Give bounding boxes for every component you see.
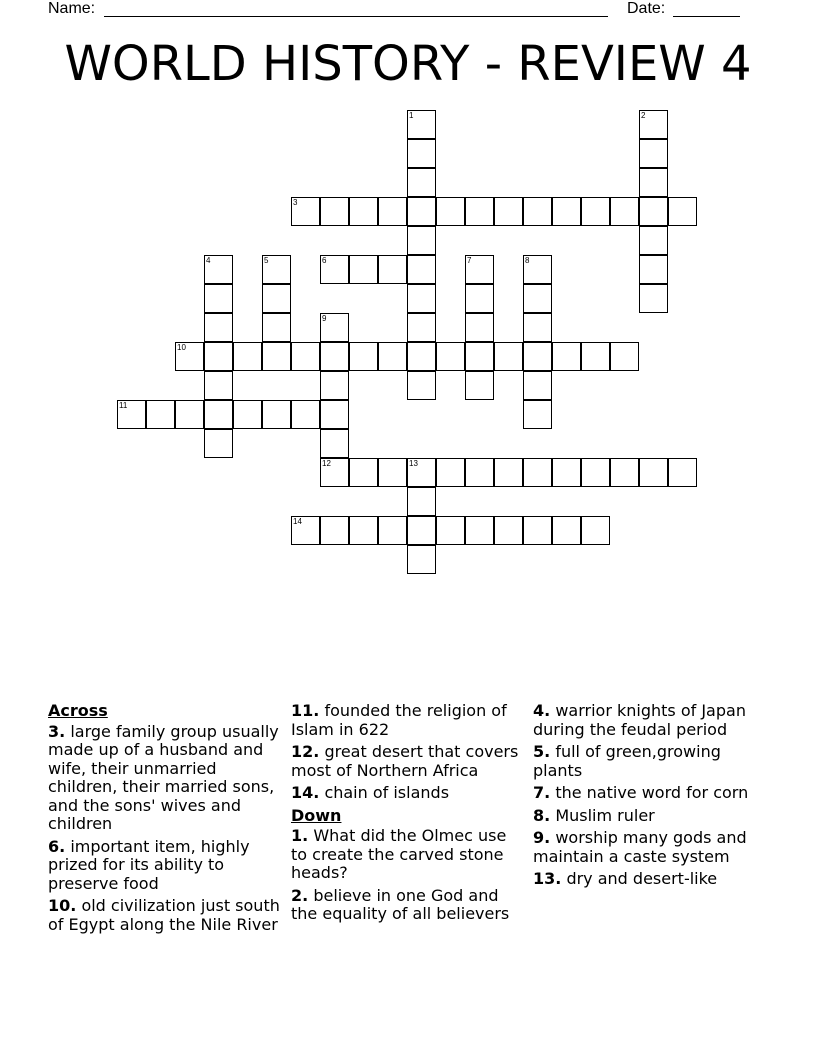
grid-cell[interactable] bbox=[523, 371, 552, 400]
grid-cell[interactable] bbox=[639, 197, 668, 226]
grid-cell[interactable] bbox=[465, 313, 494, 342]
grid-cell[interactable] bbox=[117, 400, 146, 429]
grid-cell[interactable] bbox=[262, 255, 291, 284]
grid-cell[interactable] bbox=[262, 400, 291, 429]
grid-cell[interactable] bbox=[436, 516, 465, 545]
clue-text: worship many gods and maintain a caste system bbox=[533, 828, 747, 866]
clue-number: 14. bbox=[291, 783, 320, 802]
grid-cell[interactable] bbox=[581, 458, 610, 487]
down-clue bbox=[291, 887, 527, 924]
grid-cell[interactable] bbox=[262, 342, 291, 371]
grid-cell[interactable] bbox=[610, 342, 639, 371]
section-heading: Down bbox=[291, 805, 342, 825]
clue-number: 13 bbox=[409, 459, 418, 468]
grid-cell[interactable] bbox=[204, 400, 233, 429]
grid-cell[interactable] bbox=[552, 197, 581, 226]
grid-cell[interactable] bbox=[175, 342, 204, 371]
clue-number: 11 bbox=[119, 401, 128, 410]
grid-cell[interactable] bbox=[407, 516, 436, 545]
grid-cell[interactable] bbox=[523, 255, 552, 284]
grid-cell[interactable] bbox=[523, 197, 552, 226]
clue-number: 1. bbox=[291, 826, 309, 845]
grid-cell[interactable] bbox=[407, 284, 436, 313]
clue-column-1 bbox=[48, 702, 284, 938]
down-clue bbox=[533, 743, 769, 780]
grid-cell[interactable] bbox=[436, 197, 465, 226]
grid-cell[interactable] bbox=[523, 284, 552, 313]
grid-cell[interactable] bbox=[320, 429, 349, 458]
down-clue bbox=[533, 702, 769, 739]
grid-cell[interactable] bbox=[378, 342, 407, 371]
grid-cell[interactable] bbox=[639, 110, 668, 139]
clue-number: 10. bbox=[48, 896, 77, 915]
clue-number: 8. bbox=[533, 805, 551, 825]
grid-cell[interactable] bbox=[291, 516, 320, 545]
grid-cell[interactable] bbox=[639, 255, 668, 284]
across-clue bbox=[291, 784, 527, 803]
grid-cell[interactable] bbox=[320, 516, 349, 545]
grid-cell[interactable] bbox=[233, 342, 262, 371]
grid-cell[interactable] bbox=[320, 400, 349, 429]
across-clue bbox=[48, 897, 284, 934]
grid-cell[interactable] bbox=[204, 255, 233, 284]
grid-cell[interactable] bbox=[465, 371, 494, 400]
grid-cell[interactable] bbox=[523, 458, 552, 487]
grid-cell[interactable] bbox=[494, 516, 523, 545]
grid-cell[interactable] bbox=[552, 342, 581, 371]
clue-column-3 bbox=[533, 702, 769, 893]
clue-text: Muslim ruler bbox=[555, 805, 655, 825]
grid-cell[interactable] bbox=[204, 284, 233, 313]
grid-cell[interactable] bbox=[436, 458, 465, 487]
clue-text: dry and desert-like bbox=[566, 869, 718, 888]
grid-cell[interactable] bbox=[581, 516, 610, 545]
grid-cell[interactable] bbox=[465, 342, 494, 371]
grid-cell[interactable] bbox=[175, 400, 204, 429]
clue-number: 12. bbox=[291, 742, 320, 761]
grid-cell[interactable] bbox=[523, 516, 552, 545]
grid-cell[interactable] bbox=[320, 371, 349, 400]
clue-number: 4 bbox=[206, 256, 211, 265]
clue-number: 3 bbox=[293, 198, 298, 207]
clue-number: 7. bbox=[533, 783, 551, 802]
grid-cell[interactable] bbox=[465, 284, 494, 313]
grid-cell[interactable] bbox=[407, 545, 436, 574]
grid-cell[interactable] bbox=[407, 371, 436, 400]
grid-cell[interactable] bbox=[581, 342, 610, 371]
grid-cell[interactable] bbox=[407, 342, 436, 371]
grid-cell[interactable] bbox=[552, 516, 581, 545]
grid-cell[interactable] bbox=[320, 342, 349, 371]
grid-cell[interactable] bbox=[378, 197, 407, 226]
down-clue bbox=[533, 870, 769, 889]
clue-text: important item, highly prized for its ability to preserve food bbox=[48, 836, 250, 893]
grid-cell[interactable] bbox=[146, 400, 175, 429]
clue-number: 5. bbox=[533, 742, 551, 761]
clue-number: 11. bbox=[291, 701, 320, 720]
grid-cell[interactable] bbox=[349, 342, 378, 371]
clue-number: 4. bbox=[533, 701, 551, 720]
clue-text: full of green,growing plants bbox=[533, 742, 721, 780]
grid-cell[interactable] bbox=[291, 197, 320, 226]
grid-cell[interactable] bbox=[349, 458, 378, 487]
clue-text: old civilization just south of Egypt along the Nile River bbox=[48, 896, 280, 934]
clue-number: 2. bbox=[291, 885, 309, 905]
grid-cell[interactable] bbox=[668, 458, 697, 487]
clue-number: 9. bbox=[533, 828, 551, 847]
grid-cell[interactable] bbox=[349, 516, 378, 545]
clue-column-2 bbox=[291, 702, 527, 928]
clue-text: believe in one God and the equality of all believers bbox=[291, 885, 510, 923]
grid-cell[interactable] bbox=[465, 458, 494, 487]
down-clue bbox=[291, 827, 527, 883]
grid-cell[interactable] bbox=[320, 313, 349, 342]
grid-cell[interactable] bbox=[639, 458, 668, 487]
down-clue bbox=[533, 829, 769, 866]
clue-number: 10 bbox=[177, 343, 186, 352]
grid-cell[interactable] bbox=[523, 342, 552, 371]
grid-cell[interactable] bbox=[262, 284, 291, 313]
across-clue bbox=[291, 702, 527, 739]
date-label: Date: bbox=[627, 0, 666, 17]
grid-cell[interactable] bbox=[407, 487, 436, 516]
grid-cell[interactable] bbox=[291, 400, 320, 429]
grid-cell[interactable] bbox=[204, 342, 233, 371]
grid-cell[interactable] bbox=[378, 458, 407, 487]
clue-text: the native word for corn bbox=[555, 783, 749, 802]
grid-cell[interactable] bbox=[204, 313, 233, 342]
grid-cell[interactable] bbox=[465, 516, 494, 545]
grid-cell[interactable] bbox=[523, 313, 552, 342]
clue-text: What did the Olmec use to create the carved stone heads? bbox=[291, 826, 507, 882]
grid-cell[interactable] bbox=[407, 110, 436, 139]
clue-text: warrior knights of Japan during the feudal period bbox=[533, 701, 746, 739]
clue-number: 3. bbox=[48, 721, 66, 741]
across-clue bbox=[48, 838, 284, 894]
grid-cell[interactable] bbox=[320, 458, 349, 487]
name-label: Name: bbox=[48, 0, 96, 17]
grid-cell[interactable] bbox=[610, 458, 639, 487]
grid-cell[interactable] bbox=[320, 255, 349, 284]
grid-cell[interactable] bbox=[233, 400, 262, 429]
grid-cell[interactable] bbox=[378, 516, 407, 545]
down-clue bbox=[533, 807, 769, 826]
clue-number: 5 bbox=[264, 256, 269, 265]
grid-cell[interactable] bbox=[407, 313, 436, 342]
grid-cell[interactable] bbox=[465, 197, 494, 226]
grid-cell[interactable] bbox=[407, 197, 436, 226]
clue-text: chain of islands bbox=[324, 783, 450, 802]
clue-text: great desert that covers most of Northern Africa bbox=[291, 742, 519, 780]
grid-cell[interactable] bbox=[639, 139, 668, 168]
clue-text: founded the religion of Islam in 622 bbox=[291, 701, 507, 739]
grid-cell[interactable] bbox=[523, 400, 552, 429]
section-heading: Across bbox=[48, 701, 108, 720]
grid-cell[interactable] bbox=[291, 342, 320, 371]
clue-number: 8 bbox=[525, 256, 530, 265]
grid-cell[interactable] bbox=[581, 197, 610, 226]
clue-number: 9 bbox=[322, 314, 327, 323]
grid-cell[interactable] bbox=[494, 458, 523, 487]
grid-cell[interactable] bbox=[349, 197, 378, 226]
clue-number: 12 bbox=[322, 459, 331, 468]
down-clue bbox=[533, 784, 769, 803]
grid-cell[interactable] bbox=[668, 197, 697, 226]
grid-cell[interactable] bbox=[204, 371, 233, 400]
grid-cell[interactable] bbox=[349, 255, 378, 284]
grid-cell[interactable] bbox=[552, 458, 581, 487]
across-clue bbox=[291, 743, 527, 780]
clue-number: 6. bbox=[48, 836, 66, 856]
clue-number: 6 bbox=[322, 256, 327, 265]
clue-number: 14 bbox=[293, 517, 302, 526]
grid-cell[interactable] bbox=[639, 168, 668, 197]
grid-cell[interactable] bbox=[378, 255, 407, 284]
page-title: WORLD HISTORY - REVIEW 4 bbox=[64, 36, 752, 92]
grid-cell[interactable] bbox=[494, 342, 523, 371]
grid-cell[interactable] bbox=[407, 255, 436, 284]
grid-cell[interactable] bbox=[320, 197, 349, 226]
grid-cell[interactable] bbox=[407, 226, 436, 255]
clue-number: 13. bbox=[533, 869, 562, 888]
grid-cell[interactable] bbox=[639, 226, 668, 255]
clue-number: 2 bbox=[641, 111, 646, 120]
grid-cell[interactable] bbox=[204, 429, 233, 458]
grid-cell[interactable] bbox=[465, 255, 494, 284]
grid-cell[interactable] bbox=[494, 197, 523, 226]
grid-cell[interactable] bbox=[407, 139, 436, 168]
clue-number: 1 bbox=[409, 111, 414, 120]
grid-cell[interactable] bbox=[639, 284, 668, 313]
grid-cell[interactable] bbox=[407, 458, 436, 487]
clue-number: 7 bbox=[467, 256, 472, 265]
grid-cell[interactable] bbox=[436, 342, 465, 371]
grid-cell[interactable] bbox=[407, 168, 436, 197]
clue-text: large family group usually made up of a husband and wife, their unmarried children, their married sons, and the sons' wives and children bbox=[48, 721, 279, 833]
across-clue bbox=[48, 723, 284, 834]
grid-cell[interactable] bbox=[610, 197, 639, 226]
grid-cell[interactable] bbox=[262, 313, 291, 342]
